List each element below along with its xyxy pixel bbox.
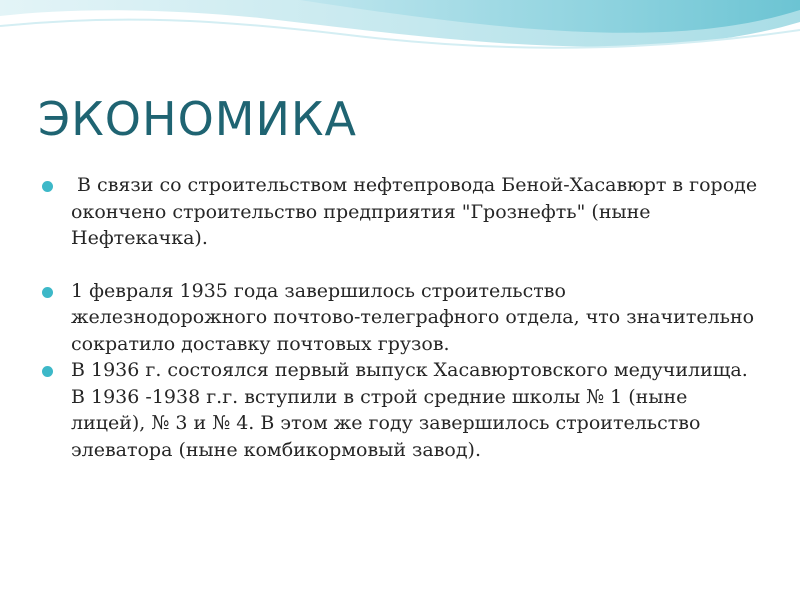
list-item (42, 278, 762, 358)
bullet-dot-icon (42, 181, 53, 192)
bullet-dot-icon (42, 287, 53, 298)
bullet-dot-icon (42, 366, 53, 377)
bullet-text: 1 февраля 1935 года завершилось строительство железнодорожного почтово-телеграфного отдела, что значительно сократило доставку почтовых грузов. (71, 279, 761, 355)
decorative-wave-header (0, 0, 800, 80)
list-item (42, 172, 762, 252)
bullet-text: В 1936 г. состоялся первый выпуск Хасавюртовского медучилища. В 1936 -1938 г.г. вступили в строй средние школы № 1 (ныне лицей), № 3 и № 4. В этом же году завершилось строительство элеватора (ныне комбикормовый завод). (71, 359, 754, 461)
list-item (42, 357, 762, 463)
slide-title: ЭКОНОМИКА (38, 92, 358, 146)
bullet-text: В связи со строительством нефтепровода Беной-Хасавюрт в городе окончено строительство предприятия "Грознефть" (ныне Нефтекачка). (71, 174, 764, 249)
bullet-list (42, 172, 762, 463)
